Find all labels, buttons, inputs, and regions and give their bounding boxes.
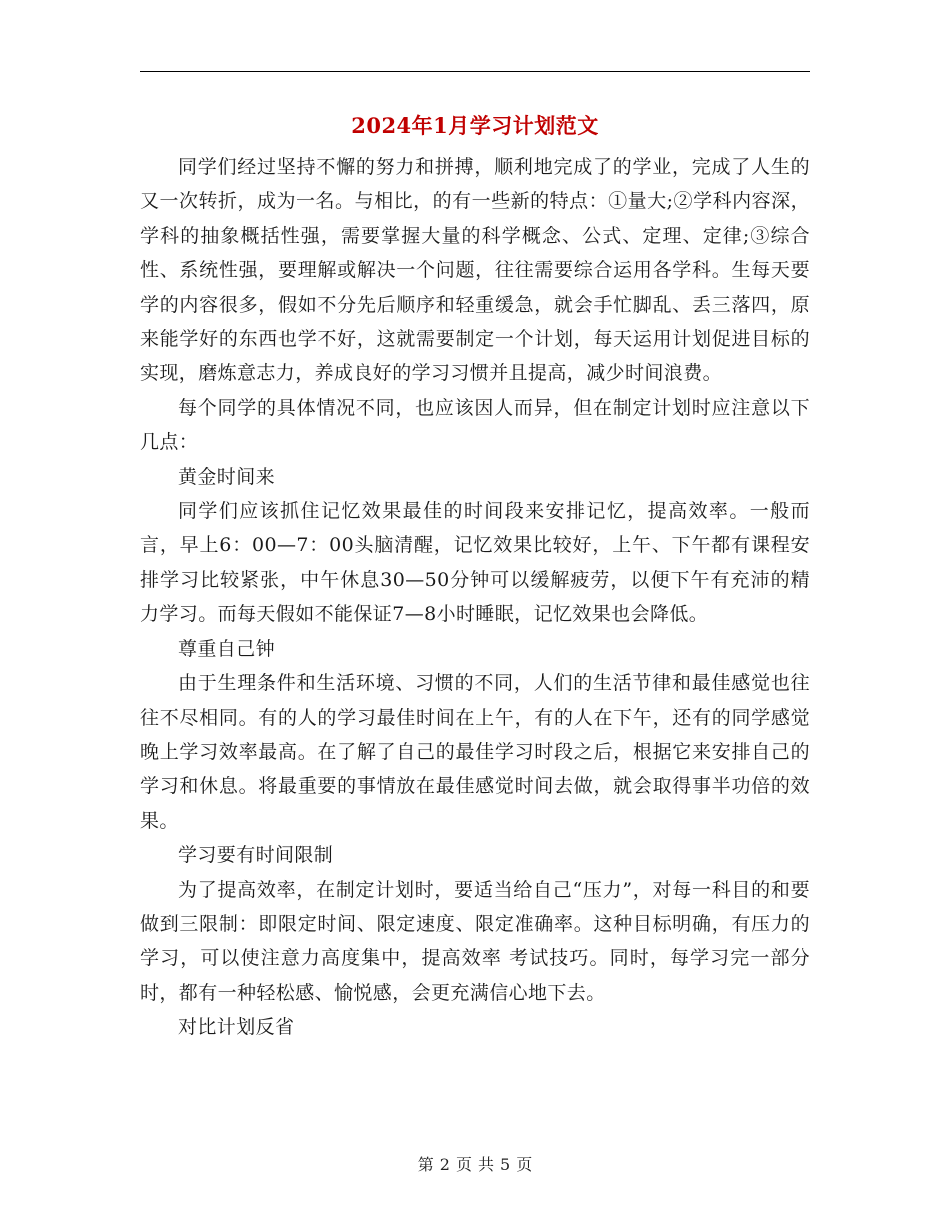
paragraph-time-limit: 为了提高效率，在制定计划时，要适当给自己“压力”，对每一科目的和要做到三限制：即限定时间、限定速度、限定准确率。这种目标明确，有压力的学习，可以使注意力高度集中，提高效率 考试技巧。同时，每学习完一部分时，都有一种轻松感、愉悦感，会更充满信心地下去。: [140, 878, 810, 1004]
footer-total-prefix: 共: [478, 1155, 495, 1174]
footer-current-page: 2: [439, 1155, 450, 1174]
footer-total-pages: 5: [500, 1155, 511, 1174]
footer-prefix: 第: [417, 1155, 434, 1174]
section-heading-golden-time: 黄金时间来: [178, 465, 276, 488]
footer-suffix: 页: [516, 1155, 533, 1174]
paragraph-intro: 同学们经过坚持不懈的努力和拼搏，顺利地完成了的学业，完成了人生的又一次转折，成为一名。与相比，的有一些新的特点：①量大;②学科内容深，学科的抽象概括性强，需要掌握大量的科学概念、公式、定理、定律;③综合性、系统性强，要理解或解决一个问题，往往需要综合运用各学科。生每天要学的内容很多，假如不分先后顺序和轻重缓急，就会手忙脚乱、丢三落四，原来能学好的东西也学不好，这就需要制定一个计划，每天运用计划促进目标的实现，磨炼意志力，养成良好的学习习惯并且提高，减少时间浪费。: [140, 156, 810, 385]
header-rule: [140, 71, 810, 72]
paragraph-notes: 每个同学的具体情况不同，也应该因人而异，但在制定计划时应注意以下几点：: [140, 396, 810, 454]
section-heading-reflection: 对比计划反省: [178, 1016, 295, 1039]
footer-page-word: 页: [455, 1155, 472, 1174]
document-body: [140, 150, 810, 1045]
section-heading-time-limit: 学习要有时间限制: [178, 844, 334, 867]
paragraph-golden-time: 同学们应该抓住记忆效果最佳的时间段来安排记忆，提高效率。一般而言，早上6：00—7：00头脑清醒，记忆效果比较好，上午、下午都有课程安排学习比较紧张，中午休息30—50分钟可以缓解疲劳，以便下午有充沛的精力学习。而每天假如不能保证7—8小时睡眠，记忆效果也会降低。: [140, 500, 810, 626]
paragraph-body-clock: 由于生理条件和生活环境、习惯的不同，人们的生活节律和最佳感觉也往往不尽相同。有的人的学习最佳时间在上午，有的人在下午，还有的同学感觉晚上学习效率最高。在了解了自己的最佳学习时段之后，根据它来安排自己的学习和休息。将最重要的事情放在最佳感觉时间去做，就会取得事半功倍的效果。: [140, 672, 810, 832]
section-heading-body-clock: 尊重自己钟: [178, 637, 276, 660]
page-footer: [0, 1153, 950, 1177]
document-title: 2024年1月学习计划范文: [351, 113, 599, 138]
